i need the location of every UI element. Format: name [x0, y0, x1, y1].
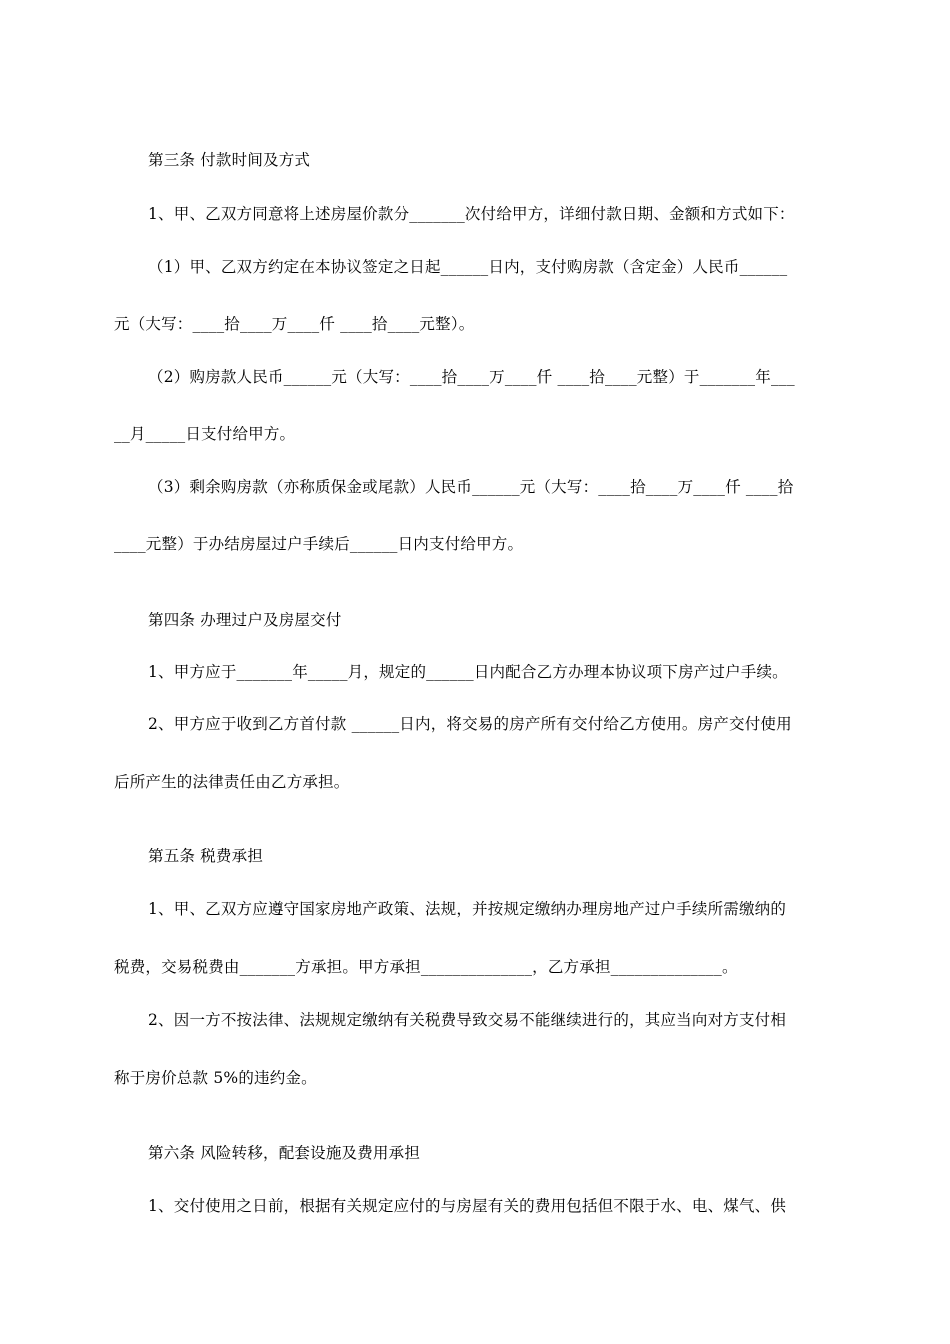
article-3-heading: 第三条 付款时间及方式	[148, 151, 311, 169]
article-3-clause-1-1-line-2: 元（大写：____拾____万____仟 ____拾____元整）。	[114, 315, 475, 333]
article-3-clause-1: 1、甲、乙双方同意将上述房屋价款分_______次付给甲方，详细付款日期、金额和方式如下：	[148, 205, 795, 223]
article-5-clause-2-line-1: 2、因一方不按法律、法规规定缴纳有关税费导致交易不能继续进行的，其应当向对方支付相	[148, 1011, 787, 1029]
article-3-clause-1-3-line-1: （3）剩余购房款（亦称质保金或尾款）人民币______元（大写：____拾____万____仟 ____拾	[148, 478, 794, 496]
article-5-heading: 第五条 税费承担	[148, 847, 264, 865]
article-3-clause-1-1-line-1: （1）甲、乙双方约定在本协议签定之日起______日内，支付购房款（含定金）人民币______	[148, 258, 788, 276]
article-4-clause-2-line-2: 后所产生的法律责任由乙方承担。	[114, 773, 350, 791]
article-5-clause-1-line-2: 税费，交易税费由_______方承担。甲方承担______________，乙方承担______________。	[114, 958, 738, 976]
article-3-clause-1-2-line-2: __月_____日支付给甲方。	[114, 425, 296, 443]
article-3-clause-1-3-line-2: ____元整）于办结房屋过户手续后______日内支付给甲方。	[114, 535, 524, 553]
article-6-clause-1-line-1: 1、交付使用之日前，根据有关规定应付的与房屋有关的费用包括但不限于水、电、煤气、供	[148, 1197, 787, 1215]
article-4-heading: 第四条 办理过户及房屋交付	[148, 611, 342, 629]
article-4-clause-2-line-1: 2、甲方应于收到乙方首付款 ______日内，将交易的房产所有交付给乙方使用。房产交付使用	[148, 715, 792, 733]
article-6-heading: 第六条 风险转移，配套设施及费用承担	[148, 1144, 421, 1162]
article-5-clause-2-line-2: 称于房价总款 5%的违约金。	[114, 1069, 317, 1087]
article-5-clause-1-line-1: 1、甲、乙双方应遵守国家房地产政策、法规，并按规定缴纳办理房地产过户手续所需缴纳的	[148, 900, 787, 918]
article-3-clause-1-2-line-1: （2）购房款人民币______元（大写：____拾____万____仟 ____拾____元整）于_______年___	[148, 368, 795, 386]
article-4-clause-1: 1、甲方应于_______年_____月，规定的______日内配合乙方办理本协议项下房产过户手续。	[148, 663, 788, 681]
